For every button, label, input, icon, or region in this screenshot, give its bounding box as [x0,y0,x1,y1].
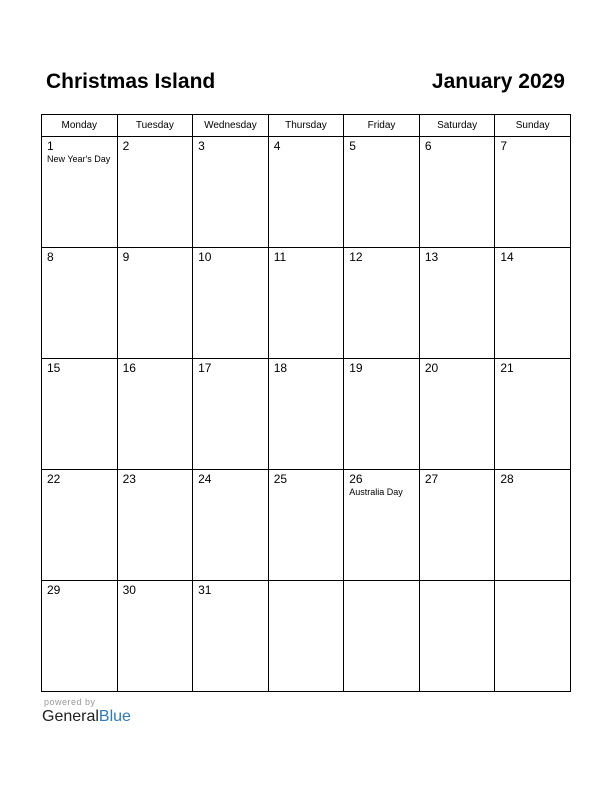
week-row [42,359,571,470]
week-row [42,581,571,692]
month-title: January 2029 [431,70,565,93]
day-number: 28 [500,472,514,486]
day-cell [193,359,269,470]
weekday-thursday: Thursday [268,115,344,137]
day-cell [344,137,420,248]
day-cell [344,581,420,692]
day-number: 23 [122,472,136,486]
day-number: 17 [198,361,212,375]
day-number: 13 [424,250,439,264]
powered-by-label: powered by [44,697,96,707]
week-row [42,137,571,248]
day-cell [193,137,269,248]
day-cell [268,137,344,248]
day-cell [495,137,571,248]
day-cell [344,248,420,359]
calendar-grid [41,114,571,692]
day-cell [419,359,495,470]
day-number: 6 [424,139,432,153]
day-number: 11 [273,250,287,264]
day-number: 27 [424,472,439,486]
weekday-sunday: Sunday [495,115,571,137]
day-cell [495,248,571,359]
day-cell [419,137,495,248]
day-cell [42,470,118,581]
day-cell [117,137,193,248]
holiday-label: New Year's Day [47,154,111,164]
day-number [269,581,344,584]
day-cell [193,248,269,359]
day-cell [268,248,344,359]
day-number: 21 [500,361,514,375]
day-number [420,581,495,584]
day-cell [42,137,118,248]
day-number: 31 [198,583,212,597]
day-cell [495,359,571,470]
day-cell [117,359,193,470]
day-number: 24 [198,472,212,486]
generalblue-logo [42,708,131,726]
day-cell [419,470,495,581]
day-number: 29 [47,583,61,597]
day-number: 2 [122,139,130,153]
day-cell [268,581,344,692]
day-number: 10 [198,250,212,264]
day-number: 30 [122,583,136,597]
day-number: 19 [349,361,363,375]
weekday-friday: Friday [344,115,420,137]
day-number: 20 [424,361,439,375]
day-cell [495,470,571,581]
day-cell [42,248,118,359]
day-number: 3 [198,139,205,153]
day-number: 1 [47,139,54,153]
day-cell [193,470,269,581]
brand-general: General [42,708,99,725]
day-number [344,581,419,584]
day-number: 12 [349,250,363,264]
day-number: 4 [273,139,281,153]
day-number: 9 [122,250,130,264]
day-number: 5 [349,139,356,153]
day-number: 15 [47,361,61,375]
brand-blue: Blue [98,708,131,725]
weekday-tuesday: Tuesday [117,115,193,137]
day-cell [42,581,118,692]
day-cell [419,581,495,692]
day-number: 25 [273,472,288,486]
day-number: 16 [122,361,136,375]
weekday-header-row [42,115,571,137]
day-number: 26 [349,472,363,486]
day-cell [117,581,193,692]
day-cell [117,470,193,581]
day-cell [193,581,269,692]
week-row [42,248,571,359]
day-number [495,581,570,584]
day-number: 22 [47,472,61,486]
day-cell [344,470,420,581]
country-title: Christmas Island [46,70,216,93]
day-cell [42,359,118,470]
weekday-saturday: Saturday [419,115,495,137]
day-number: 18 [273,361,288,375]
day-cell [495,581,571,692]
day-number: 7 [500,139,508,153]
day-cell [268,359,344,470]
day-cell [419,248,495,359]
day-cell [117,248,193,359]
week-row [42,470,571,581]
day-number: 14 [500,250,514,264]
weekday-monday: Monday [42,115,118,137]
calendar-weeks [42,137,571,692]
weekday-wednesday: Wednesday [193,115,269,137]
day-cell [268,470,344,581]
holiday-label: Australia Day [349,487,403,497]
day-number: 8 [47,250,54,264]
day-cell [344,359,420,470]
